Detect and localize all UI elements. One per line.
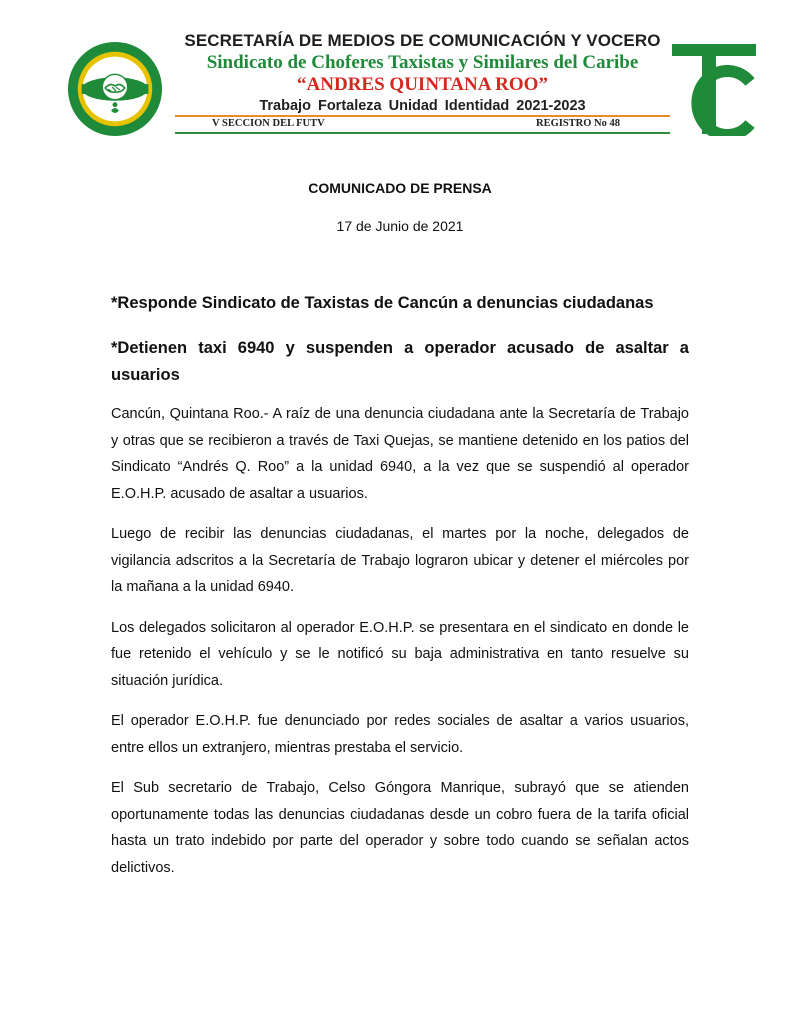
paragraph-4: El operador E.O.H.P. fue denunciado por redes sociales de asaltar a varios usuarios, entre ellos un extranjero, mientras prestaba el servicio.: [111, 713, 689, 756]
motto-line: Trabajo Fortaleza Unidad Identidad 2021-2023: [259, 98, 586, 114]
union-alias: “ANDRES QUINTANA ROO”: [297, 74, 548, 95]
paragraph-5: El Sub secretario de Trabajo, Celso Góngora Manrique, subrayó que se atienden oportunamente todas las denuncias ciudadanas desde un cobro fuera de la tarifa oficial hasta un trato indebido por parte del operador y sobre todo cuando se señalan actos delictivos.: [111, 780, 689, 876]
union-name: Sindicato de Choferes Taxistas y Similares del Caribe: [206, 52, 639, 73]
letterhead: [175, 30, 670, 116]
green-divider: [175, 132, 670, 134]
section-label: V SECCION DEL FUTV: [212, 118, 325, 129]
headline-1: *Responde Sindicato de Taxistas de Cancún a denuncias ciudadanas: [111, 294, 654, 312]
document-date: 17 de Junio de 2021: [336, 218, 464, 234]
secretaria-line: SECRETARÍA DE MEDIOS DE COMUNICACIÓN Y VOCERO: [184, 31, 661, 50]
paragraph-3: Los delegados solicitaron al operador E.O.H.P. se presentara en el sindicato en donde le fue retenido el vehículo y se le notificó su baja administrativa en tanto resuelve su situación jurídica.: [111, 619, 689, 689]
document-body: [111, 290, 689, 895]
paragraph-2: Luego de recibir las denuncias ciudadanas, el martes por la noche, delegados de vigilancia adscritos a la Secretaría de Trabajo lograron ubicar y detener el miércoles por la mañana a la unidad 6940.: [111, 526, 689, 595]
registro-label: REGISTRO No 48: [536, 118, 621, 129]
paragraph-1: Cancún, Quintana Roo.- A raíz de una denuncia ciudadana ante la Secretaría de Trabajo y otras que se recibieron a través de Taxi Quejas, se mantiene detenido en los patios del Sindicato “Andrés Q. Roo” a la unidad 6940, a la vez que se suspendió al operador E.O.H.P. acusado de asaltar a usuarios.: [111, 406, 689, 502]
tc-monogram-icon: [672, 42, 756, 136]
document-title: COMUNICADO DE PRENSA: [308, 180, 492, 196]
headline-2: *Detienen taxi 6940 y suspenden a operador acusado de asaltar a usuarios: [111, 339, 689, 384]
handshake-emblem-icon: [66, 40, 164, 138]
orange-divider: [175, 115, 670, 117]
